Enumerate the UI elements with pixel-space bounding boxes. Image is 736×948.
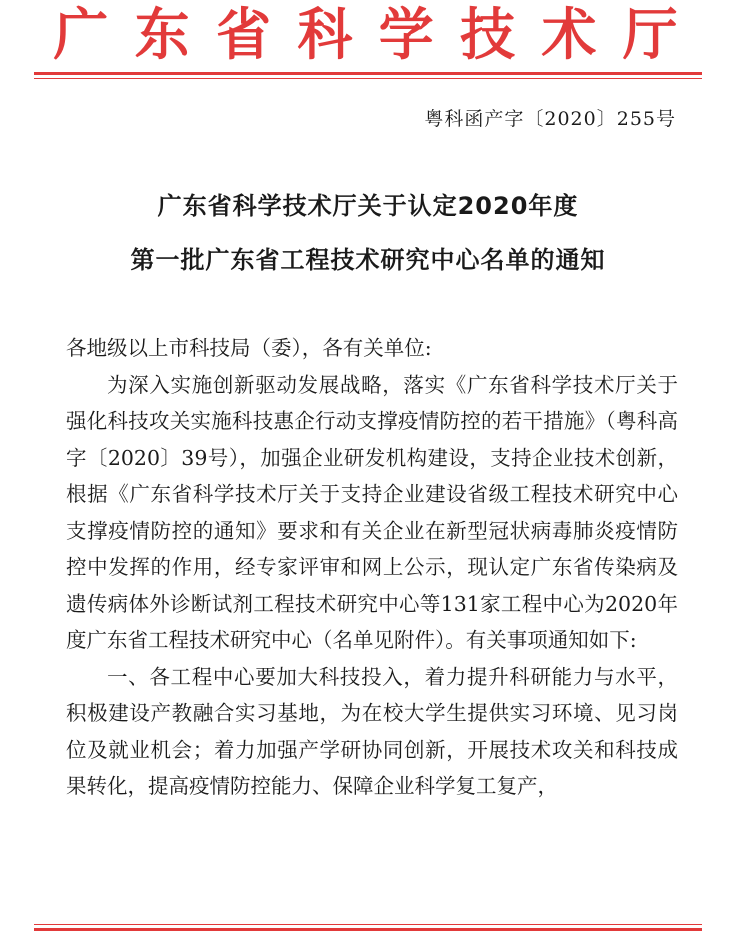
salutation: 各地级以上市科技局（委），各有关单位: [66,336,432,360]
footer-rule-thin [34,924,702,925]
document-body [66,330,678,805]
paragraph-1: 为深入实施创新驱动发展战略，落实《广东省科学技术厅关于强化科技攻关实施科技惠企行动支撑疫情防控的若干措施》（粤科高字〔2020〕39号），加强企业研发机构建设，支持企业技术创新，根据《广东省科学技术厅关于支持企业建设省级工程技术研究中心支撑疫情防控的通知》要求和有关企业在新型冠状病毒肺炎疫情防控中发挥的作用，经专家评审和网上公示，现认定广东省传染病及遗传病体外诊断试剂工程技术研究中心等131家工程中心为2020年度广东省工程技术研究中心（名单见附件）。有关事项通知如下: [66,372,678,652]
letterhead-rule-thin [34,78,702,79]
issuer-letterhead: 广东省科学技术厅 [53,3,705,68]
document-number: 粤科函产字〔2020〕255号 [424,108,676,130]
letterhead-rule-thick [34,72,702,75]
document-title-line-1: 广东省科学技术厅关于认定2020年度 [157,192,579,220]
document-title-line-2: 第一批广东省工程技术研究中心名单的通知 [130,246,606,274]
footer-rule-thick [34,928,702,931]
paragraph-2: 一、各工程中心要加大科技投入，着力提升科研能力与水平，积极建设产教融合实习基地，为在校大学生提供实习环境、见习岗位及就业机会；着力加强产学研协同创新，开展技术攻关和科技成果转化，提高疫情防控能力、保障企业科学复工复产， [66,664,678,798]
